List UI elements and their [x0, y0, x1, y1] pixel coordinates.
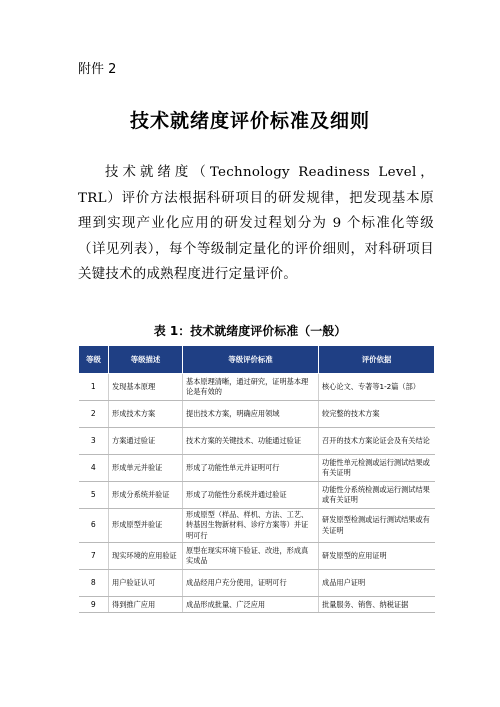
cell-standard: 成品形成批量、广泛应用: [183, 597, 319, 613]
cell-basis: 研发原型的应用证明: [319, 543, 435, 570]
table-row: [79, 401, 435, 428]
cell-description: 形成分系统并验证: [109, 482, 183, 509]
intro-paragraph: 技术就绪度（Technology Readiness Level，TRL）评价方法根据科研项目的研发规律，把发现基本原理到实现产业化应用的研发过程划分为 9 个标准化等级（详见列表），每个等级制定量化的评价细则，对科研项目关键技术的成熟程度进行定量评价。: [78, 165, 434, 282]
cell-level: 9: [79, 597, 109, 613]
cell-standard: 形成原型（样品、样机、方法、工艺、转基因生物新材料、诊疗方案等）并证明可行: [183, 509, 319, 543]
cell-standard: 基本原理清晰，通过研究，证明基本理论是有效的: [183, 374, 319, 401]
cell-level: 4: [79, 455, 109, 482]
table-row: [79, 482, 435, 509]
cell-standard: 原型在现实环境下验证、改进，形成真实成品: [183, 543, 319, 570]
cell-basis: 研发原型检测或运行测试结果或有关证明: [319, 509, 435, 543]
table-row: [79, 597, 435, 613]
cell-description: 现实环境的应用验证: [109, 543, 183, 570]
cell-standard: 提出技术方案，明确应用领域: [183, 401, 319, 428]
header-level: 等级: [79, 346, 109, 374]
cell-basis: 成品用户证明: [319, 570, 435, 597]
cell-description: 形成原型并验证: [109, 509, 183, 543]
header-standard: 等级评价标准: [183, 346, 319, 374]
trl-standard-table: [78, 345, 435, 613]
cell-standard: 技术方案的关键技术、功能通过验证: [183, 428, 319, 455]
cell-basis: 功能性单元检测或运行测试结果或有关证明: [319, 455, 435, 482]
table-row: [79, 570, 435, 597]
cell-level: 2: [79, 401, 109, 428]
cell-level: 5: [79, 482, 109, 509]
cell-description: 方案通过验证: [109, 428, 183, 455]
cell-level: 8: [79, 570, 109, 597]
cell-basis: 批量服务、销售、纳税证据: [319, 597, 435, 613]
cell-description: 得到推广应用: [109, 597, 183, 613]
cell-standard: 形成了功能性单元并证明可行: [183, 455, 319, 482]
cell-standard: 成品经用户充分使用，证明可行: [183, 570, 319, 597]
table-caption: 表 1：技术就绪度评价标准（一般）: [153, 324, 347, 338]
cell-standard: 形成了功能性分系统并通过验证: [183, 482, 319, 509]
table-row: [79, 374, 435, 401]
cell-basis: 核心论文、专著等1-2篇（部）: [319, 374, 435, 401]
table-row: [79, 509, 435, 543]
cell-description: 发现基本原理: [109, 374, 183, 401]
table-row: [79, 428, 435, 455]
cell-description: 用户验证认可: [109, 570, 183, 597]
cell-level: 3: [79, 428, 109, 455]
cell-description: 形成技术方案: [109, 401, 183, 428]
table-row: [79, 543, 435, 570]
header-basis: 评价依据: [319, 346, 435, 374]
header-description: 等级描述: [109, 346, 183, 374]
attachment-label: 附件 2: [78, 62, 117, 77]
cell-basis: 较完整的技术方案: [319, 401, 435, 428]
cell-level: 7: [79, 543, 109, 570]
cell-description: 形成单元并验证: [109, 455, 183, 482]
cell-level: 1: [79, 374, 109, 401]
document-title: 技术就绪度评价标准及细则: [129, 110, 370, 132]
table-row: [79, 455, 435, 482]
cell-level: 6: [79, 509, 109, 543]
cell-basis: 功能性分系统检测或运行测试结果或有关证明: [319, 482, 435, 509]
cell-basis: 召开的技术方案论证会及有关结论: [319, 428, 435, 455]
table-header-row: [79, 346, 435, 374]
